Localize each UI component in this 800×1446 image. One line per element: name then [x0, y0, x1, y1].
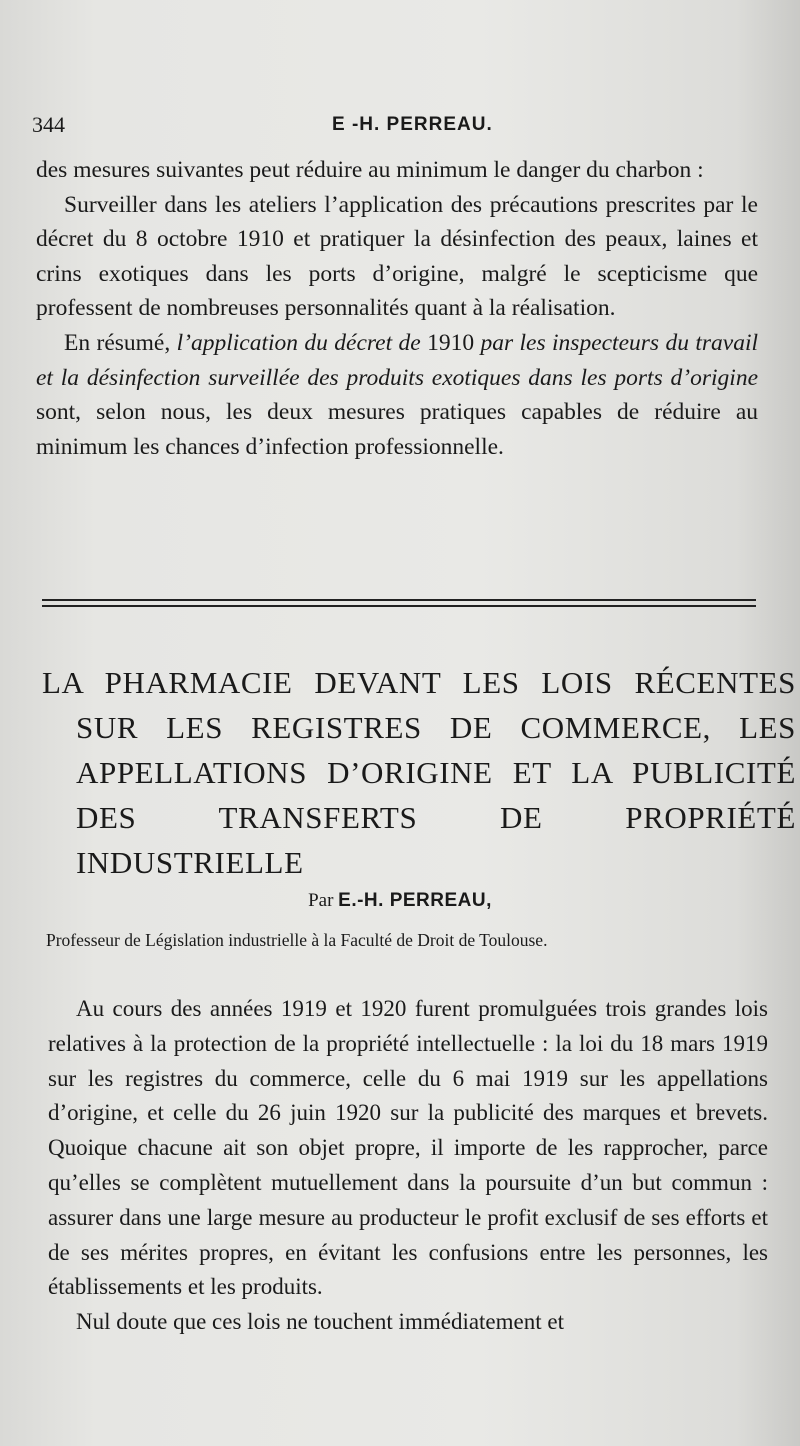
- summary-italic-1: l’application du décret de: [176, 329, 421, 356]
- intro-text: [36, 153, 758, 464]
- article-paragraph-2: Nul doute que ces lois ne touchent immédiatement et: [76, 1309, 564, 1335]
- running-head: [32, 112, 760, 142]
- section-divider-bottom: [42, 605, 756, 607]
- intro-paragraph-3: [36, 326, 758, 464]
- intro-paragraph-1: des mesures suivantes peut réduire au minimum le danger du charbon :: [36, 157, 704, 183]
- article-body: [48, 992, 768, 1340]
- article-title: LA PHARMACIE DEVANT LES LOIS RÉCENTES SUR LES REGISTRES DE COMMERCE, LES APPELLATIONS D’ORIGINE ET LA PUBLICITÉ DES TRANSFERTS DE PROPRIÉTÉ INDUSTRIELLE: [42, 665, 796, 880]
- intro-paragraph-2: Surveiller dans les ateliers l’application des précautions prescrites par le décret du 8 octobre 1910 et pratiquer la désinfection des peaux, laines et crins exotiques dans les ports d’origine, malgré le scepticisme que professent de nombreuses personnalités quant à la réalisation.: [36, 191, 758, 322]
- summary-lead: En résumé,: [64, 329, 177, 356]
- summary-year: 1910: [420, 329, 481, 356]
- running-head-author: E -H. PERREAU.: [332, 114, 493, 135]
- section-divider-top: [42, 599, 756, 601]
- byline-prefix: Par: [308, 890, 339, 911]
- article-paragraph-1: Au cours des années 1919 et 1920 furent promulguées trois grandes lois relatives à la protection de la propriété intellectuelle : la loi du 18 mars 1919 sur les registres du commerce, celle du 6 mai 1919 sur les appellations d’origine, et celle du 26 juin 1920 sur la publicité des marques et brevets. Quoique chacune ait son objet propre, il importe de les rapprocher, parce qu’elles se complètent mutuellement dans la poursuite d’un but commun : assurer dans une large mesure au producteur le profit exclusif de ses efforts et de ses mérites propres, en évitant les confusions entre les personnes, les établissements et les produits.: [48, 996, 768, 1300]
- summary-tail: sont, selon nous, les deux mesures pratiques capables de réduire au minimum les chances d’infection professionnelle.: [36, 399, 758, 460]
- byline-author: E.-H. PERREAU,: [338, 890, 492, 911]
- page-number: 344: [32, 112, 65, 137]
- byline: [0, 890, 800, 912]
- author-affiliation: Professeur de Législation industrielle à la Faculté de Droit de Toulouse.: [46, 930, 548, 950]
- summary-italic-2: par les inspecteurs du travail et la désinfection surveillée des produits exotiques dans les ports d’origine: [36, 329, 758, 391]
